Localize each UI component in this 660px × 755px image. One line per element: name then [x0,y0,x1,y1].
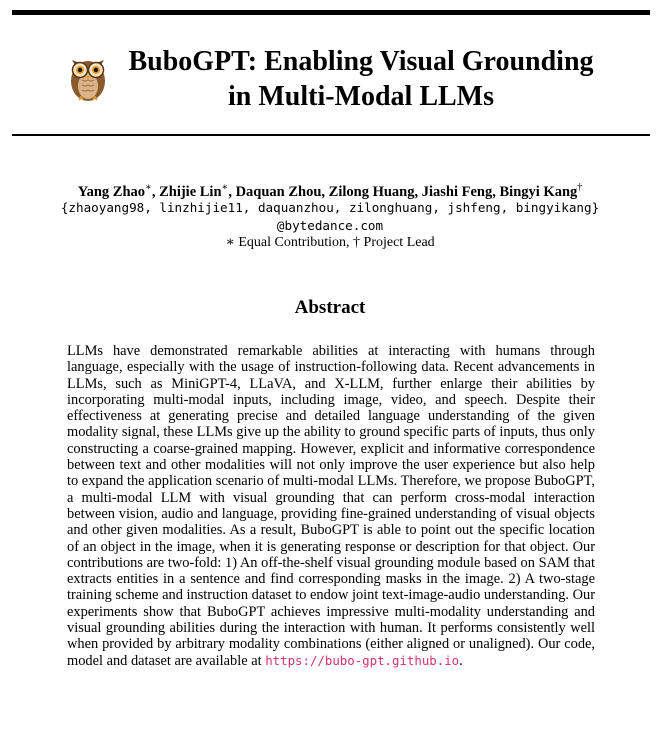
paper-title [112,44,610,114]
author-mark: ∗ [145,182,152,193]
author-mark: ∗ [221,182,229,193]
abstract-end: . [459,652,463,669]
author-name: Daquan Zhou [235,183,322,200]
author-mark: † [577,182,583,193]
author-name: Bingyi Kang [499,183,578,200]
email-domain: @bytedance.com [276,218,384,233]
author-name: Jiashi Feng [421,183,493,200]
contribution-note: ∗ Equal Contribution, † Project Lead [225,235,435,250]
author-name: Zhijie Lin [159,183,222,200]
author-list: Yang Zhao∗, Zhijie Lin∗, Daquan Zhou, Zilong Huang, Jiashi Feng, Bingyi Kang† [77,182,583,200]
title-line-1: BuboGPT: Enabling Visual Grounding [128,46,594,77]
author-emails: {zhaoyang98, linzhijie11, daquanzhou, zilonghuang, jshfeng, bingyikang} [60,200,600,215]
abstract-text: LLMs have demonstrated remarkable abilities at interacting with humans through language, especially with the usage of instruction-following data. Recent advancements in LLMs, such as MiniGPT-4, LLaVA, and X-LLM, further enlarge their abilities by incorporating multi-modal inputs, including image, video, and speech. Despite their effectiveness at generating precise and detailed language understanding of the given modality signal, these LLMs give up the ability to ground specific parts of inputs, thus only constructing a coarse-grained mapping. However, explicit and informative correspondence between text and other modalities will not only improve the user experience but also help to expand the application scenario of multi-modal LLMs. Therefore, we propose BuboGPT, a multi-modal LLM with visual grounding that can perform cross-modal interaction between vision, audio and language, providing fine-grained understanding of visual objects and other given modalities. As a result, BuboGPT is able to point out the specific location of an object in the image, when it is generating response or description for that object. Our contributions are two-fold: 1) An off-the-shelf visual grounding module based on SAM that extracts entities in a sentence and find corresponding masks in the image. 2) A two-stage training scheme and instruction dataset to endow joint text-image-audio understanding. Our experiments show that BuboGPT achieves impressive multi-modality understanding and visual grounding abilities during the interaction with human. It performs consistently well when provided by arbitrary modality combinations (either aligned or unaligned). Our code, model and dataset are available at [67,343,595,669]
abstract-body [67,343,595,669]
author-name: Yang Zhao [77,183,146,200]
author-name: Zilong Huang [328,183,415,200]
owl-icon [66,50,110,102]
abstract-heading: Abstract [294,297,366,318]
top-rule [12,10,650,15]
title-rule [12,134,650,136]
project-link[interactable]: https://bubo-gpt.github.io [265,652,460,668]
title-line-2: in Multi-Modal LLMs [227,81,494,112]
